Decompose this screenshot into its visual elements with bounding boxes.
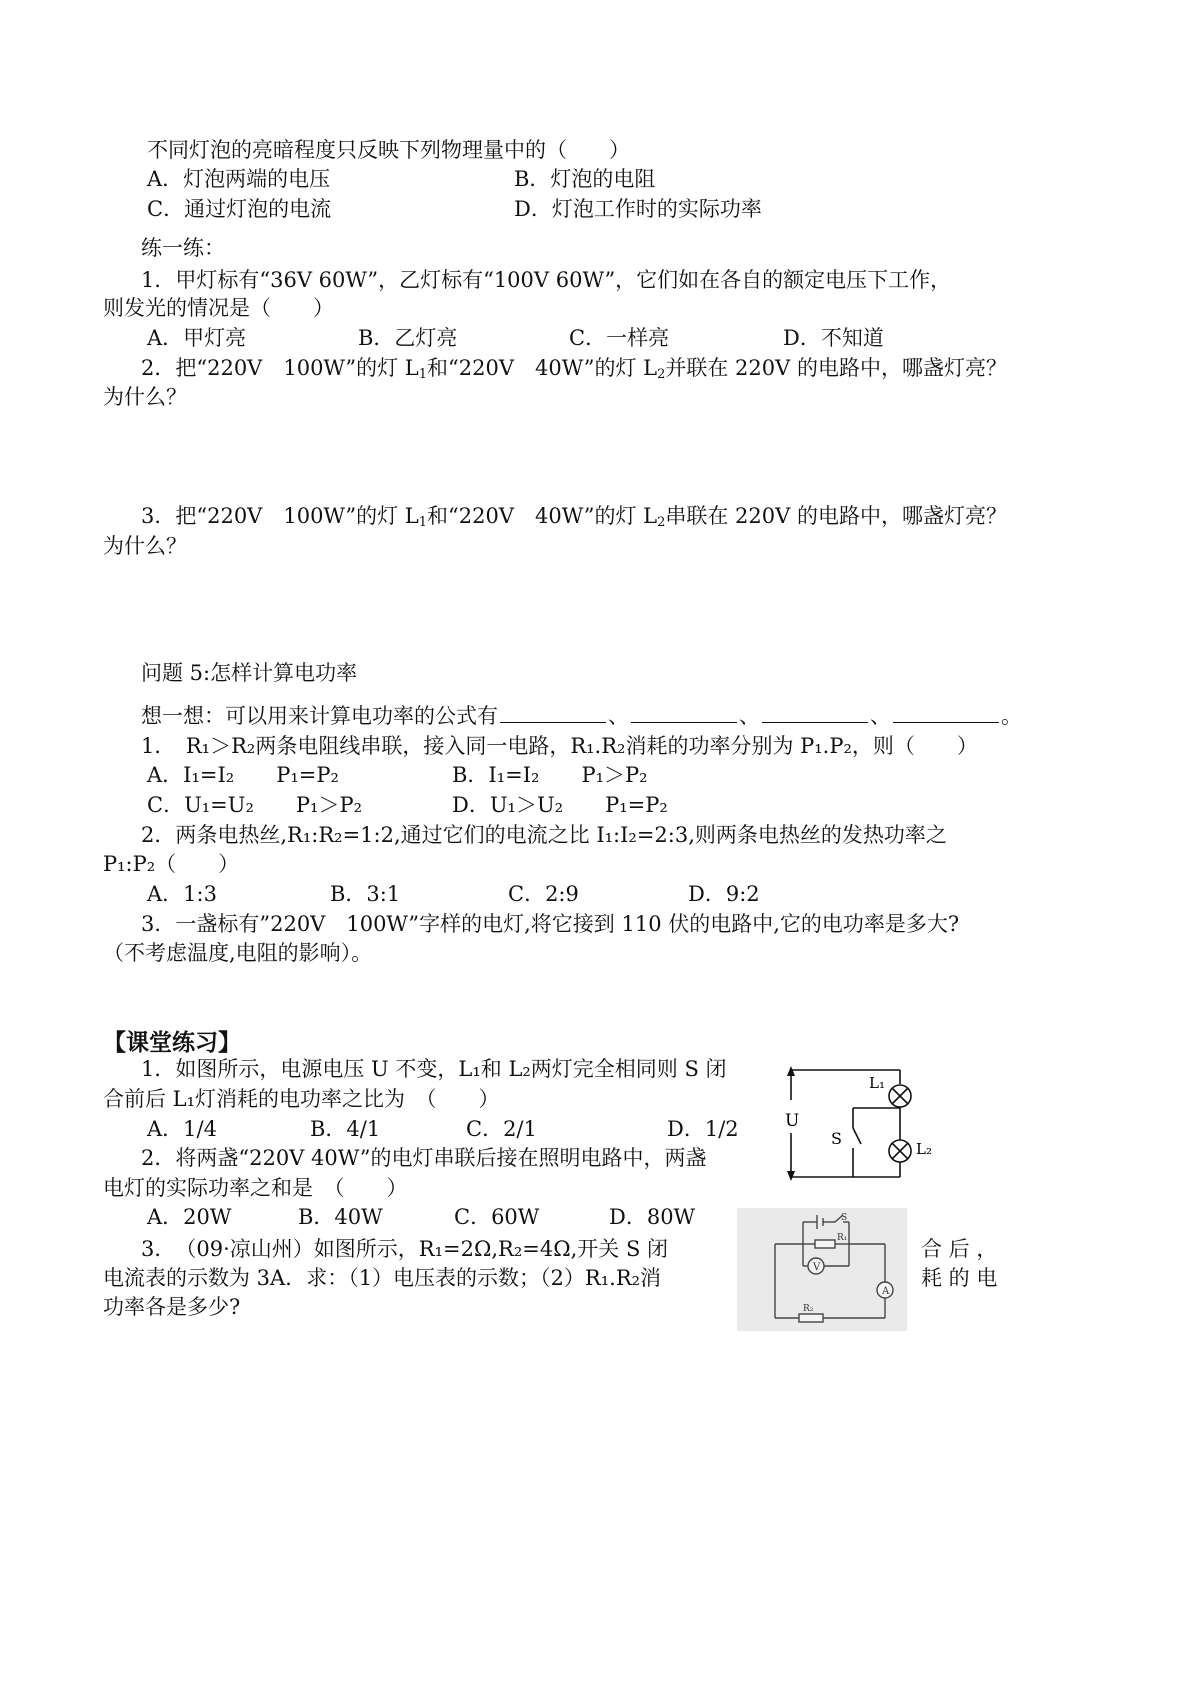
- problem5-q3-line1: 3．一盏标有”220V 100W”字样的电灯,将它接到 110 伏的电路中,它的电功率是多大?: [141, 912, 960, 936]
- practice-q1-option-a: A．甲灯亮: [147, 326, 247, 350]
- answer-blank-4[interactable]: [893, 704, 999, 723]
- voltage-arrow-up-icon: [787, 1066, 795, 1076]
- circuit-diagram-2: [737, 1208, 907, 1331]
- problem5-q2-option-d: D．9:2: [688, 882, 760, 906]
- practice-q3-line1: 3．把“220V 100W”的灯 $L_1$和“220V 40W”的灯 $L_2$串联在 220V 的电路中，哪盏灯亮？: [141, 504, 1007, 530]
- classroom-q2-line2: 电灯的实际功率之和是 （ ）: [103, 1176, 408, 1200]
- resistor-r2-icon: [799, 1314, 823, 1322]
- classroom-q1-option-a: A．1/4: [147, 1117, 217, 1141]
- problem5-q2-option-b: B．3:1: [330, 882, 401, 906]
- switch-s-icon: [853, 1128, 861, 1144]
- practice-q1-option-d: D．不知道: [783, 326, 884, 350]
- label-s2: S: [841, 1213, 848, 1223]
- practice-q1-line2: 则发光的情况是（ ）: [103, 296, 334, 320]
- voltage-arrow-down-icon: [787, 1171, 795, 1181]
- problem5-q1-option-d: D．U₁＞U₂ P₁=P₂: [452, 793, 668, 817]
- practice-q1-option-c: C．一样亮: [569, 326, 670, 350]
- problem5-q2-option-c: C．2:9: [508, 882, 579, 906]
- problem5-q1: 1． R₁＞R₂两条电阻线串联，接入同一电路，R₁.R₂消耗的功率分别为 P₁.P₂，则（ ）: [141, 734, 978, 758]
- problem5-q1-option-a: A．I₁=I₂ P₁=P₂: [147, 763, 339, 787]
- classroom-q3-line2-right: 耗 的 电: [921, 1266, 998, 1290]
- problem5-q2-line2: P₁:P₂（ ）: [103, 852, 240, 876]
- classroom-q1-option-c: C．2/1: [466, 1117, 537, 1141]
- option-d: D．灯泡工作时的实际功率: [514, 197, 762, 221]
- problem5-q1-option-c: C．U₁=U₂ P₁＞P₂: [147, 793, 362, 817]
- circuit-diagram-1: [775, 1060, 945, 1185]
- answer-blank-2[interactable]: [631, 704, 737, 723]
- label-s: S: [831, 1129, 842, 1148]
- classroom-q2-option-c: C．60W: [454, 1205, 540, 1229]
- problem5-think: 想一想：可以用来计算电功率的公式有 、 、 、 。: [141, 704, 1022, 728]
- label-l1: L₁: [869, 1074, 885, 1092]
- practice-q1-option-b: B．乙灯亮: [358, 326, 458, 350]
- classroom-q2-option-b: B．40W: [298, 1205, 383, 1229]
- classroom-heading: 【课堂练习】: [103, 1030, 241, 1056]
- problem5-q3-line2: （不考虑温度,电阻的影响）。: [103, 941, 373, 965]
- classroom-q2-option-a: A．20W: [147, 1205, 232, 1229]
- label-voltmeter: V: [813, 1262, 821, 1273]
- classroom-q3-line3: 功率各是多少?: [103, 1295, 241, 1319]
- classroom-q2-line1: 2．将两盏“220V 40W”的电灯串联后接在照明电路中，两盏: [141, 1146, 707, 1170]
- classroom-q2-option-d: D．80W: [609, 1205, 696, 1229]
- option-c: C．通过灯泡的电流: [147, 197, 332, 221]
- label-r2: R₂: [803, 1304, 814, 1314]
- label-l2: L₂: [916, 1140, 932, 1158]
- classroom-q3-line1: 3． （09·凉山州）如图所示，R₁=2Ω,R₂=4Ω,开关 S 闭: [141, 1237, 669, 1261]
- resistor-r1-icon: [815, 1240, 835, 1248]
- option-a: A．灯泡两端的电压: [147, 167, 331, 191]
- problem5-title: 问题 5:怎样计算电功率: [141, 661, 358, 685]
- answer-blank-1[interactable]: [500, 704, 606, 723]
- label-r1: R₁: [837, 1233, 848, 1243]
- practice-q1-line1: 1．甲灯标有“36V 60W”，乙灯标有“100V 60W”，它们如在各自的额定电压下工作，: [141, 268, 952, 292]
- classroom-q1-line2: 合前后 L₁灯消耗的电功率之比为 （ ）: [103, 1087, 500, 1111]
- question-stem: 不同灯泡的亮暗程度只反映下列物理量中的（ ）: [147, 138, 630, 162]
- answer-blank-3[interactable]: [762, 704, 868, 723]
- classroom-q1-option-d: D．1/2: [667, 1117, 739, 1141]
- practice-q3-line2: 为什么？: [103, 534, 187, 558]
- classroom-q3-line2: 电流表的示数为 3A．求：（1）电压表的示数；（2）R₁.R₂消: [103, 1266, 662, 1290]
- option-b: B．灯泡的电阻: [514, 167, 656, 191]
- classroom-q3-line1-right: 合 后 ，: [921, 1237, 998, 1261]
- practice-q2-line1: 2．把“220V 100W”的灯 $L_1$和“220V 40W”的灯 $L_2$并联在 220V 的电路中，哪盏灯亮？: [141, 356, 1007, 382]
- classroom-q1-line1: 1．如图所示，电源电压 U 不变，L₁和 L₂两灯完全相同则 S 闭: [141, 1057, 727, 1081]
- practice-heading: 练一练：: [141, 236, 225, 260]
- practice-q2-line2: 为什么？: [103, 385, 187, 409]
- label-ammeter: A: [882, 1286, 890, 1297]
- problem5-q2-line1: 2．两条电热丝,R₁:R₂=1:2,通过它们的电流之比 I₁:I₂=2:3,则两条电热丝的发热功率之: [141, 823, 947, 847]
- problem5-q2-option-a: A．1:3: [147, 882, 217, 906]
- problem5-q1-option-b: B．I₁=I₂ P₁＞P₂: [452, 763, 648, 787]
- classroom-q1-option-b: B．4/1: [310, 1117, 381, 1141]
- label-u: U: [785, 1111, 800, 1131]
